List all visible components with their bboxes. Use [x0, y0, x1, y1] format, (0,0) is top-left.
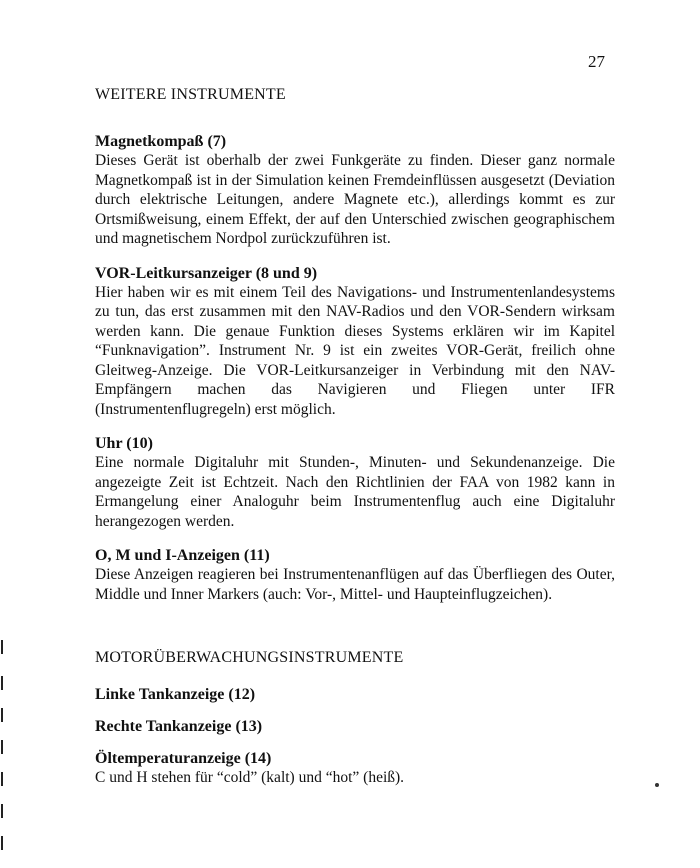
section-heading-motorueberwachungsinstrumente: MOTORÜBERWACHUNGSINSTRUMENTE — [95, 649, 404, 666]
entry-title: Magnetkompaß (7) — [95, 133, 227, 150]
entry-oeltemperaturanzeige — [95, 749, 615, 788]
binding-edge-marks — [0, 640, 4, 868]
page-number: 27 — [588, 52, 605, 71]
entry-title: VOR-Leitkursanzeiger (8 und 9) — [95, 264, 318, 282]
scan-speck — [655, 783, 659, 787]
entry-body: Dieses Gerät ist oberhalb der zwei Funkgeräte zu finden. Dieser ganz normale Magnetkompaß ist in der Simulation keinen Fremdeinflüssen ausgesetzt (Deviation durch elektrische Leitungen, andere Magnete etc.), allerdings kommt es zur Ortsmißweisung, einem Effekt, der auf den Unterschied zwischen geographischem und magnetischem Nordpol zurückzuführen ist. — [95, 152, 615, 247]
entry-title: Rechte Tankanzeige (13) — [95, 718, 263, 735]
entry-title: Uhr (10) — [95, 435, 153, 452]
entry-title: O, M und I-Anzeigen (11) — [95, 547, 270, 564]
page-content — [95, 86, 615, 788]
entry-uhr — [95, 434, 615, 531]
entry-body: C und H stehen für “cold” (kalt) und “hot” (heiß). — [95, 769, 405, 786]
entry-title: Linke Tankanzeige (12) — [95, 686, 256, 703]
entry-magnetkompass — [95, 132, 615, 249]
entry-body: Diese Anzeigen reagieren bei Instrumentenanflügen auf das Überfliegen des Outer, Middle und Inner Markers (auch: Vor-, Mittel- und Haupteinflugzeichen). — [95, 566, 615, 603]
section-heading-weitere-instrumente: WEITERE INSTRUMENTE — [95, 86, 286, 103]
entry-title: Öltemperaturanzeige (14) — [95, 750, 272, 767]
entry-omi-anzeigen — [95, 546, 615, 604]
entry-rechte-tankanzeige — [95, 717, 615, 736]
entry-linke-tankanzeige — [95, 685, 615, 704]
entry-vor-leitkursanzeiger — [95, 264, 615, 420]
entry-body: Hier haben wir es mit einem Teil des Navigations- und Instrumentenlandesystems zu tun, das erst zusammen mit den NAV-Radios und den VOR-Sendern wirksam werden kann. Die genaue Funktion dieses Systems erklären wir im Kapitel “Funknavigation”. Instrument Nr. 9 ist ein zweites VOR-Gerät, freilich ohne Gleitweg-Anzeige. Die VOR-Leitkursanzeiger in Verbindung mit den NAV-Empfängern machen das Navigieren und Fliegen unter IFR (Instrumentenflugregeln) erst möglich. — [95, 283, 615, 418]
entry-body: Eine normale Digitaluhr mit Stunden-, Minuten- und Sekundenanzeige. Die angezeigte Zeit ist Echtzeit. Nach den Richtlinien der FAA von 1982 kann in Ermangelung einer Analoguhr beim Instrumentenflug auch eine Digitaluhr herangezogen werden. — [95, 454, 615, 530]
